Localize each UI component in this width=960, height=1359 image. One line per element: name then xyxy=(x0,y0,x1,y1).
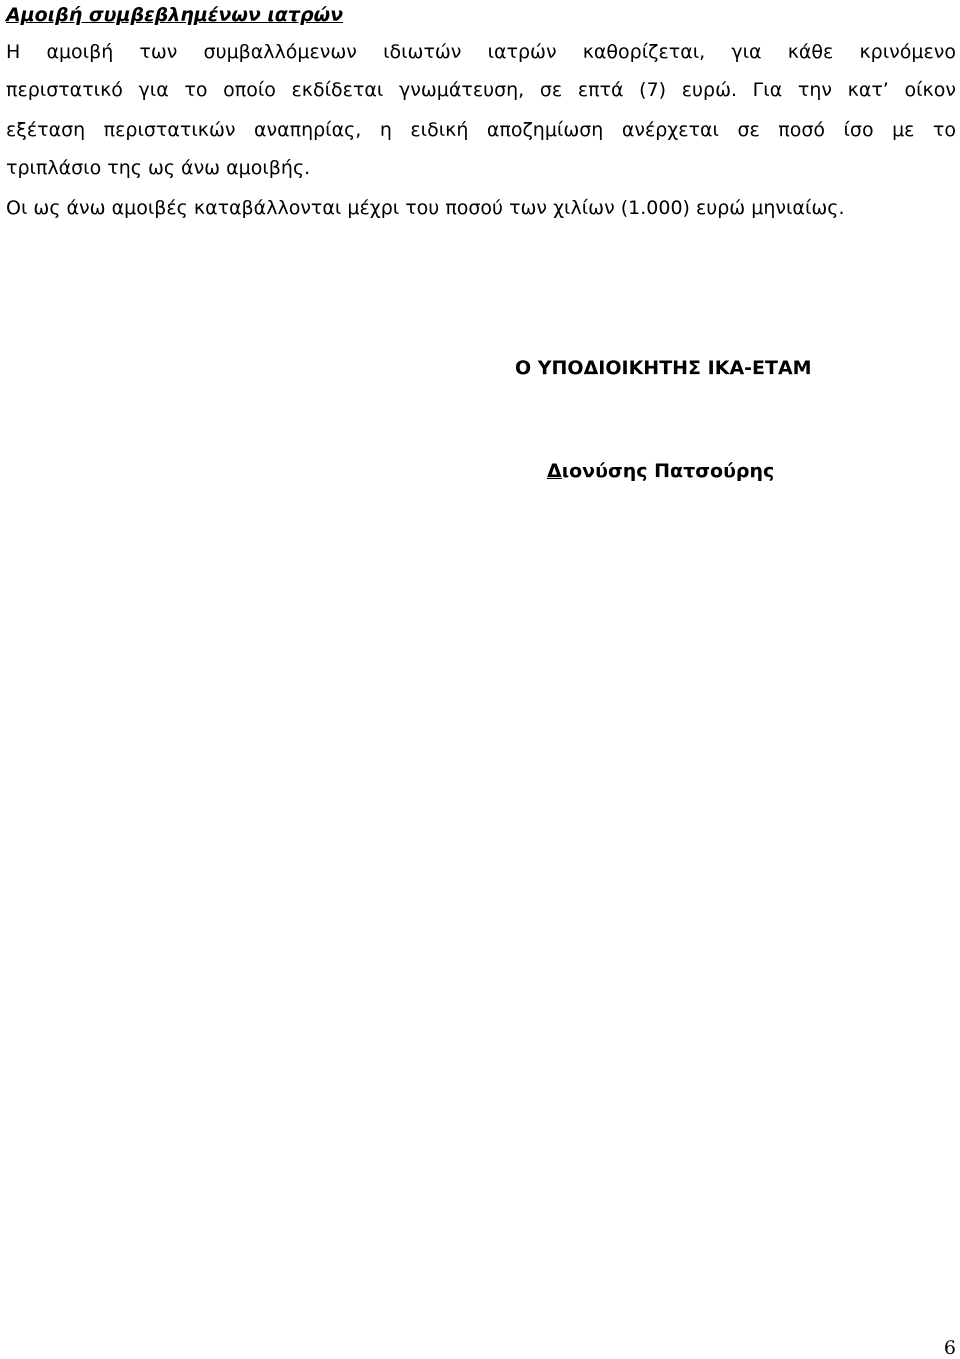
paragraph-line: περιστατικό για το οποίο εκδίδεται γνωμάτευση, σε επτά (7) ευρώ. Για την κατ’ οίκον xyxy=(6,79,956,101)
paragraph-payment-limit: Οι ως άνω αμοιβές καταβάλλονται μέχρι του ποσού των χιλίων (1.000) ευρώ μηνιαίως. xyxy=(6,197,845,219)
signature-name-initial: Δ xyxy=(547,460,562,482)
paragraph-line: εξέταση περιστατικών αναπηρίας, η ειδική αποζημίωση ανέρχεται σε ποσό ίσο με το xyxy=(6,119,956,141)
paragraph-line: Η αμοιβή των συμβαλλόμενων ιδιωτών ιατρών καθορίζεται, για κάθε κρινόμενο xyxy=(6,41,956,63)
paragraph-line: τριπλάσιο της ως άνω αμοιβής. xyxy=(6,157,311,179)
signature-name xyxy=(547,460,774,482)
section-heading: Αμοιβή συμβεβλημένων ιατρών xyxy=(6,4,344,26)
page-number: 6 xyxy=(943,1337,956,1359)
signature-title: Ο ΥΠΟΔΙΟΙΚΗΤΗΣ ΙΚΑ-ΕΤΑΜ xyxy=(515,357,812,379)
signature-name-rest: ιονύσης Πατσούρης xyxy=(561,460,775,482)
